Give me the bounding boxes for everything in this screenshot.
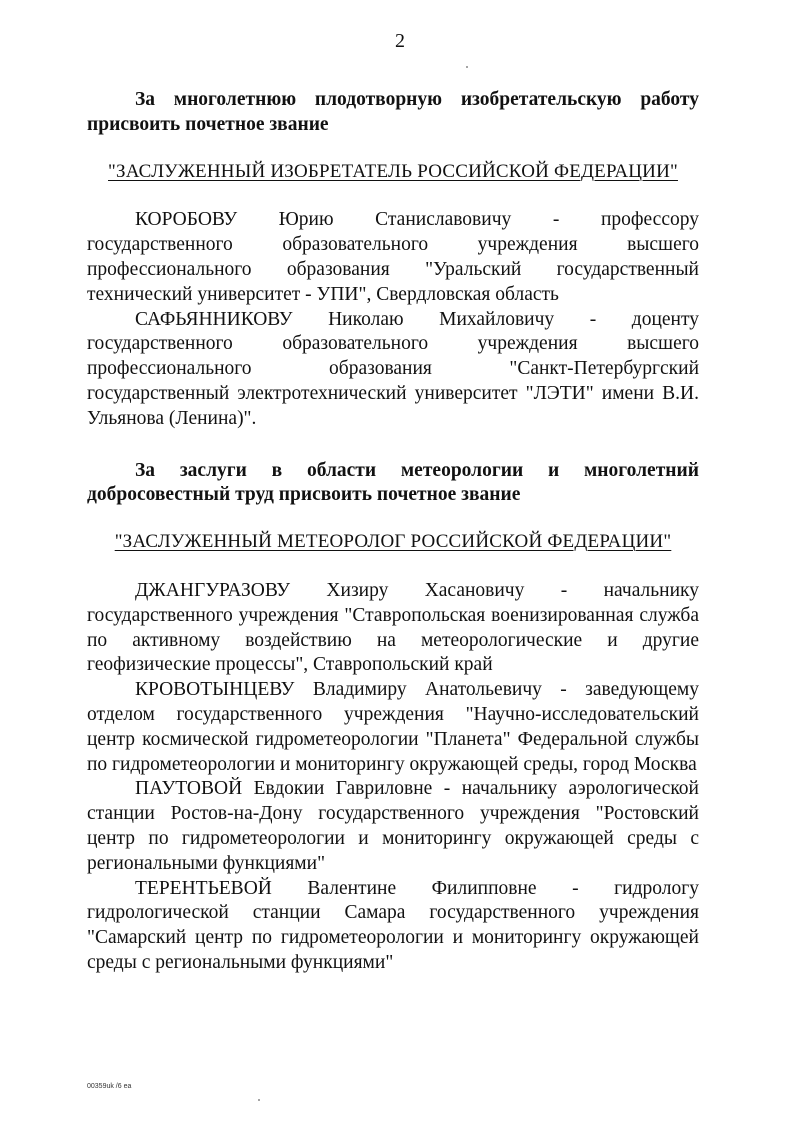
honorary-title: "ЗАСЛУЖЕННЫЙ МЕТЕОРОЛОГ РОССИЙСКОЙ ФЕДЕРАЦИИ": [114, 531, 672, 553]
award-section-inventor: [87, 88, 699, 432]
awardee-entry: КРОВОТЫНЦЕВУ Владимиру Анатольевичу - заведующему отделом государственного учреждения "Научно-исследовательский центр космической гидрометеорологии "Планета" Федеральной службы по гидрометеорологии и мониторингу окружающей среды, город Москва: [87, 679, 699, 775]
awardee-entry: ДЖАНГУРАЗОВУ Хизиру Хасановичу - начальнику государственного учреждения "Ставропольская военизированная служба по активному воздействию на метеорологические и другие геофизические процессы", Ставропольский край: [87, 579, 699, 676]
awardee-list: [87, 208, 699, 431]
awardee-entry: ПАУТОВОЙ Евдокии Гавриловне - начальнику аэрологической станции Ростов-на-Дону государственного учреждения "Ростовский центр по гидрометеорологии и мониторингу окружающей среды с региональными функциями": [87, 778, 699, 874]
decree-body: [87, 88, 699, 976]
scan-speck: [466, 66, 468, 68]
document-code: 00359uk /6 ea: [87, 1083, 132, 1090]
awardee-entry: САФЬЯННИКОВУ Николаю Михайловичу - доценту государственного образовательного учреждения высшего профессионального образования "Санкт-Петербургский государственный электротехнический университет "ЛЭТИ" имени В.И. Ульянова (Ленина)".: [87, 308, 699, 429]
honorary-title: "ЗАСЛУЖЕННЫЙ ИЗОБРЕТАТЕЛЬ РОССИЙСКОЙ ФЕДЕРАЦИИ": [108, 160, 678, 182]
awardee-entry: ТЕРЕНТЬЕВОЙ Валентине Филипповне - гидрологу гидрологической станции Самара государственного учреждения "Самарский центр по гидрометеорологии и мониторингу окружающей среды с региональными функциями": [87, 877, 699, 973]
section-intro: За многолетнюю плодотворную изобретательскую работу присвоить почетное звание: [87, 89, 699, 135]
awardee-entry: КОРОБОВУ Юрию Станиславовичу - профессору государственного образовательного учреждения высшего профессионального образования "Уральский государственный технический университет - УПИ", Свердловская область: [87, 209, 699, 305]
section-intro: За заслуги в области метеорологии и многолетний добросовестный труд присвоить почетное звание: [87, 459, 699, 506]
page-number: 2: [395, 30, 405, 52]
award-section-meteorologist: [87, 459, 699, 976]
awardee-list: [87, 579, 699, 976]
scan-speck: [258, 1099, 260, 1101]
